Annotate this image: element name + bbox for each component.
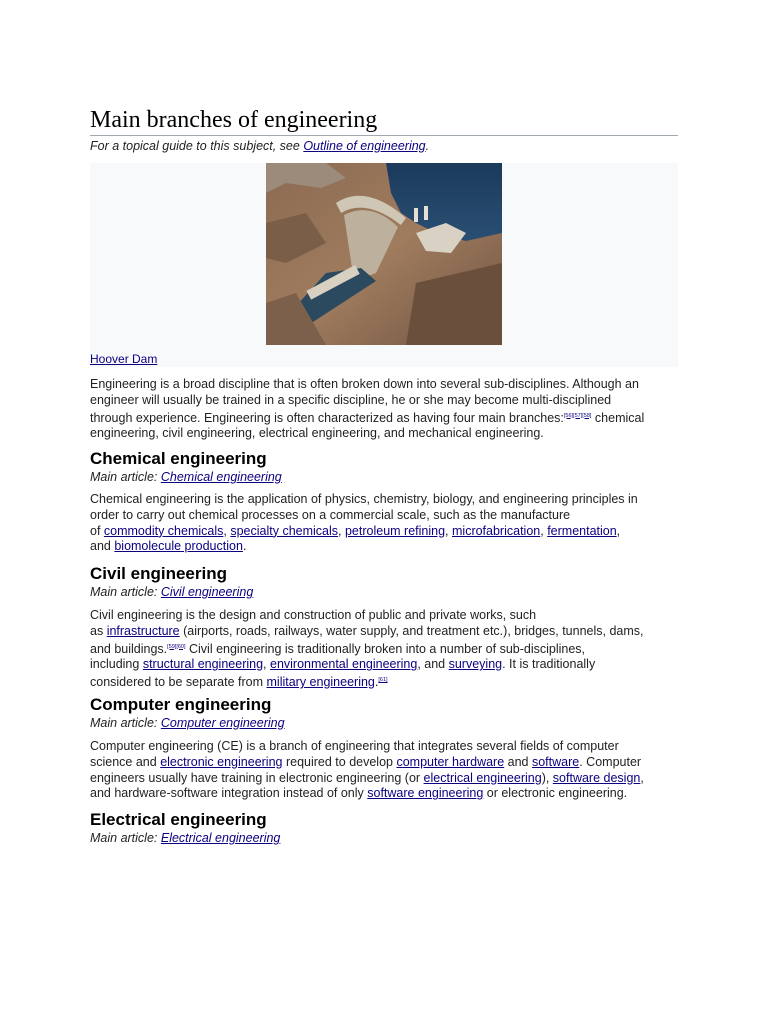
chemical-engineering-link[interactable]: Chemical engineering — [160, 470, 282, 484]
outline-of-engineering-link[interactable]: Outline of engineering — [303, 139, 426, 153]
computer-line — [90, 771, 680, 787]
computer-text: ), — [541, 770, 553, 785]
hoover-dam-image[interactable] — [266, 163, 502, 345]
specialty-chemicals-link[interactable]: specialty chemicals — [230, 523, 339, 538]
electrical-main-article — [90, 831, 280, 845]
citation-refs[interactable]: [56][57][58] — [563, 412, 592, 419]
hatnote-suffix: . — [425, 139, 430, 153]
civil-main-article — [90, 585, 253, 599]
environmental-engineering-link[interactable]: environmental engineering — [270, 657, 418, 672]
computer-text: required to develop — [282, 754, 397, 769]
computer-heading: Computer engineering — [90, 695, 272, 714]
civil-text: including — [90, 657, 143, 672]
figure-box — [90, 163, 678, 367]
chemical-text: of — [90, 523, 104, 538]
computer-hardware-link[interactable]: computer hardware — [396, 754, 505, 769]
main-article-prefix: Main article: — [90, 470, 161, 484]
main-article-prefix: Main article: — [90, 831, 161, 845]
intro-line: engineer will usually be trained in a specific discipline, he or she may become multi-disciplined — [90, 392, 612, 407]
civil-line — [90, 673, 680, 691]
civil-text: considered to be separate from — [90, 675, 267, 690]
intro-paragraph — [90, 377, 680, 442]
infrastructure-link[interactable]: infrastructure — [106, 623, 180, 638]
electrical-engineering-link[interactable]: Electrical engineering — [160, 831, 281, 845]
computer-line — [90, 755, 680, 771]
biomolecule-production-link[interactable]: biomolecule production — [114, 539, 243, 554]
military-engineering-link[interactable]: military engineering — [266, 675, 375, 690]
computer-paragraph — [90, 739, 680, 802]
computer-text: engineers usually have training in electronic engineering (or — [90, 770, 424, 785]
civil-line: Civil engineering is the design and construction of public and private works, such — [90, 608, 537, 622]
civil-text: as — [90, 623, 107, 638]
title-divider — [90, 135, 678, 136]
chemical-main-article — [90, 470, 282, 484]
structural-engineering-link[interactable]: structural engineering — [142, 657, 264, 672]
electrical-engineering-inline-link[interactable]: electrical engineering — [423, 770, 542, 785]
civil-engineering-link[interactable]: Civil engineering — [160, 585, 254, 599]
computer-text: . Computer — [579, 754, 642, 769]
intro-line: engineering, civil engineering, electrical engineering, and mechanical engineering. — [90, 426, 544, 441]
surveying-link[interactable]: surveying — [448, 657, 503, 672]
computer-engineering-link[interactable]: Computer engineering — [160, 716, 285, 730]
civil-line — [90, 640, 680, 658]
computer-text: or electronic engineering. — [483, 786, 628, 801]
computer-line — [90, 786, 680, 802]
civil-text: , and — [417, 657, 449, 672]
main-article-prefix: Main article: — [90, 585, 161, 599]
hatnote-text: For a topical guide to this subject, see — [90, 139, 304, 153]
software-link[interactable]: software — [531, 754, 580, 769]
civil-heading: Civil engineering — [90, 564, 227, 583]
chemical-heading: Chemical engineering — [90, 449, 267, 468]
chemical-paragraph — [90, 492, 680, 555]
computer-line: Computer engineering (CE) is a branch of engineering that integrates several fields of computer — [90, 739, 619, 753]
chemical-line: order to carry out chemical processes on a commercial scale, such as the manufacture — [90, 507, 571, 522]
petroleum-refining-link[interactable]: petroleum refining — [344, 523, 446, 538]
figure-caption — [90, 352, 157, 366]
intro-line — [90, 409, 680, 427]
page-title: Main branches of engineering — [90, 107, 378, 133]
chemical-line — [90, 539, 680, 555]
civil-text: . It is traditionally — [502, 657, 596, 672]
chemical-line: of commodity chemicals, specialty chemicals, petroleum refining, microfabrication, fermentation, — [90, 523, 621, 538]
electronic-engineering-link[interactable]: electronic engineering — [160, 754, 283, 769]
microfabrication-link[interactable]: microfabrication — [452, 523, 541, 538]
commodity-chemicals-link[interactable]: commodity chemicals — [103, 523, 224, 538]
civil-text: , — [263, 657, 270, 672]
computer-text: science and — [90, 754, 161, 769]
civil-text: and buildings. — [90, 641, 168, 656]
computer-main-article — [90, 716, 285, 730]
main-article-prefix: Main article: — [90, 716, 161, 730]
intro-text: through experience. Engineering is often characterized as having four main branches: — [90, 410, 564, 425]
hoover-dam-link[interactable]: Hoover Dam — [90, 352, 158, 366]
civil-text: Civil engineering is traditionally broken into a number of sub-disciplines, — [185, 641, 586, 656]
computer-text: and hardware-software integration instead of only — [90, 786, 368, 801]
civil-paragraph — [90, 608, 680, 691]
chemical-line: Chemical engineering is the application of physics, chemistry, biology, and engineering principles in — [90, 492, 638, 506]
chemical-text: . — [242, 539, 247, 554]
computer-text: , — [640, 770, 644, 785]
software-engineering-link[interactable]: software engineering — [367, 786, 484, 801]
fermentation-link[interactable]: fermentation — [547, 523, 617, 538]
civil-line — [90, 624, 680, 640]
electrical-heading: Electrical engineering — [90, 810, 267, 829]
hatnote — [90, 139, 429, 153]
citation-refs[interactable]: [61] — [378, 677, 388, 684]
citation-refs[interactable]: [59][60] — [167, 643, 186, 650]
software-design-link[interactable]: software design — [552, 770, 641, 785]
intro-text: chemical — [591, 410, 645, 425]
intro-line: Engineering is a broad discipline that is often broken down into several sub-disciplines. Although an — [90, 377, 639, 391]
civil-text: . — [374, 675, 379, 690]
civil-text: (airports, roads, railways, water supply, and treatment etc.), bridges, tunnels, dams, — [179, 623, 644, 638]
civil-line — [90, 657, 680, 673]
computer-text: and — [504, 754, 532, 769]
chemical-text: and — [90, 539, 115, 554]
